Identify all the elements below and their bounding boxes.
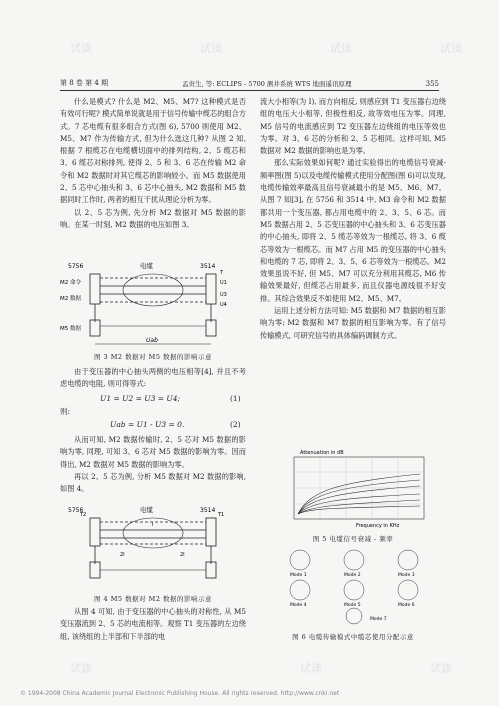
paragraph: 那么实际效果如何呢? 通过实验得出的电缆信号衰减-频率图(图 5)以及电缆传输模式使用分配图(图 6)可以发现, 电缆传输效率最高且信号衰减最小的是 M5、M6、M7。从图 7 知[3], 在 5756 和 3514 中, M3 命令和 M2 数据都共用一个变压器, 都占用电缆中的 2、3、5、6 芯。而 M5 数据占用 2、5 芯变压器的中心抽头和 3、6 芯变压器的中心抽头, 即将 2、5 缆芯等效为一根缆芯, 将 3、6 缆芯等效为一根缆芯。而 M7 占用 M5 的变压器的中心抽头和电缆的 7 芯, 即将 2、3、5、6 芯等效为一根缆芯。M2 效果虽说不好, 但 M5、M7 可以充分利用其缆芯, M6 传输效果最好, 但缆芯占用最多, 而且仪器电源线很不好安排。其综合效果反不如使用 M2、M5、M7。 [260, 158, 446, 303]
paragraph: 从而可知, M2 数据传输时, 2、5 芯对 M5 数据的影响为零, 同理, 可知 3、6 芯对 M5 数据的影响为零。因而得出, M2 数据对 M5 数据的影响为零。 [60, 435, 246, 469]
watermark: 试读 [330, 42, 352, 55]
figure-5-caption: 图 5 电缆信号衰减 - 频率 [312, 535, 394, 543]
header-title: 孟贵生, 等: ECLIPS - 5700 测井系统 WTS 地面遥讯原理 [182, 80, 352, 88]
fig4-label-5756: 5756 [68, 507, 84, 514]
fig3-label-3514: 3514 [200, 263, 216, 270]
left-column [60, 96, 246, 231]
figure-4-circuit [60, 504, 246, 590]
fig4-label-cable: 电缆 [140, 506, 153, 514]
fig3-left-label: M2 命令 [60, 280, 81, 286]
header-issue: 第 8 卷 第 4 期 [60, 79, 109, 87]
fig5-title: Attenuation in dB [300, 450, 344, 456]
equation-2: Uab = U1 - U3 = 0. [110, 420, 185, 429]
fig4-label: T2 [80, 512, 87, 518]
watermark: 试读 [70, 662, 92, 675]
fig4-label-3514: 3514 [200, 507, 216, 514]
watermark: 试读 [70, 42, 92, 55]
equation-1-number: (1) [230, 394, 241, 403]
fig3-left-label: M2 数据 [60, 296, 81, 302]
right-column [260, 96, 446, 342]
fig3-left-label: M5 数据 [60, 326, 81, 332]
fig3-right-label: U3 [220, 292, 227, 298]
figure-5-attenuation-chart [280, 448, 430, 530]
paragraph: 以 2、5 芯为例, 先分析 M2 数据对 M5 数据的影响。在某一时刻, M2 数据的电压如图 3。 [60, 207, 246, 229]
page-header [60, 76, 439, 91]
fig6-mode-label: Mode 1 [290, 573, 307, 578]
watermark: 试读 [300, 662, 322, 675]
fig3-label-5756: 5756 [68, 263, 84, 270]
left-column-continued-3 [60, 606, 246, 643]
paragraph: 从图 4 可知, 由于变压器的中心抽头的对称性, 从 M5 变压器流到 2、5 芯的电流相等。观察 T1 变压器的左边绕组, 该绕组的上半部和下半部的电 [60, 607, 246, 641]
fig6-mode-label: Mode 7 [370, 617, 387, 622]
paragraph: 运用上述分析方法可知: M5 数据和 M7 数据的相互影响为零; M2 数据和 M7 数据的相互影响为零。有了信号传输模式, 可研究信号的具体编码调制方式。 [260, 306, 446, 340]
figure-3-circuit [60, 260, 246, 350]
left-column-continued-2 [60, 434, 246, 495]
fig6-mode-label: Mode 4 [290, 603, 307, 608]
fig6-mode-label: Mode 3 [398, 573, 415, 578]
fig4-label: 2I [180, 552, 185, 558]
paragraph: 由于变压器的中心抽头两侧的电压相等[4], 并且不考虑电缆的电阻, 则可得等式: [60, 367, 246, 389]
left-column-continued [60, 366, 246, 391]
equation-2-number: (2) [230, 420, 241, 429]
paragraph: 流大小相等(为 I), 而方向相反, 则感应到 T1 变压器右边绕组的电压大小相等, 但极性相反, 故等效电压为零。同理, M5 信号的电流感应到 T2 变压器左边绕组的电压等效也为零。对 3、6 芯的分析和 2、5 芯相同。这样可知, M5 数据对 M2 数据的影响也是为零。 [260, 97, 446, 156]
paragraph: 再以 2、5 芯为例, 分析 M5 数据对 M2 数据的影响, 如图 4。 [60, 471, 246, 494]
fig6-mode-label: Mode 6 [398, 603, 415, 608]
fig4-label: 2I [120, 552, 125, 558]
fig5-xlabel: Frequency in KHz [356, 523, 400, 529]
fig4-label: T1 [218, 512, 225, 518]
watermark: 试读 [430, 662, 452, 675]
page-number: 355 [425, 80, 439, 88]
figure-6-caption: 图 6 电缆传输模式中缆芯使用分配示意 [292, 633, 414, 641]
watermark: 试读 [440, 42, 462, 55]
copyright-footer: © 1994-2008 China Academic Journal Electronic Publishing House. All rights reserved. http://www.cnki.net [20, 690, 340, 697]
fig3-right-label: T [220, 270, 224, 276]
figure-6-mode-diagram [270, 546, 440, 626]
fig3-label-cable: 电缆 [140, 262, 153, 270]
figure-4-caption: 图 4 M5 数据对 M2 数据的影响示意 [93, 595, 213, 603]
fig3-right-label: U1 [220, 280, 227, 286]
fig4-label: I [152, 522, 154, 528]
figure-3-caption: 图 3 M2 数据对 M5 数据的影响示意 [93, 353, 213, 361]
fig6-mode-label: Mode 2 [344, 573, 361, 578]
watermark: 试读 [200, 42, 222, 55]
equation-1: U1 = U2 = U3 = U4; [100, 394, 181, 403]
fig6-mode-label: Mode 5 [344, 603, 361, 608]
fig3-uab: Uab [146, 337, 158, 344]
paragraph: 什么是模式? 什么是 M2、M5、M7? 这种模式是否有效可行呢? 模式简单说就是用于信号传输中缆芯的组合方式。7 芯电缆有很多组合方式(图 6), 5700 则使用 M2、M5、M7 作为传输方式, 但为什么选这几种? 从图 2 知, 根据 7 根缆芯在电缆横切面中的排列结构, 2、5 缆芯和 3、6 缆芯对称排列, 使得 2、5 和 3、6 芯在传输 M2 命令和 M2 数据时对其它缆芯的影响较小。而 M5 数据使用 2、5 芯中心抽头和 3、6 芯中心抽头, M2 数据和 M5 数据同时工作时, 两者的相互干扰从理论分析为零。 [60, 97, 246, 205]
fig3-right-label: U4 [220, 302, 227, 308]
equation-lead: 则: [60, 407, 71, 416]
